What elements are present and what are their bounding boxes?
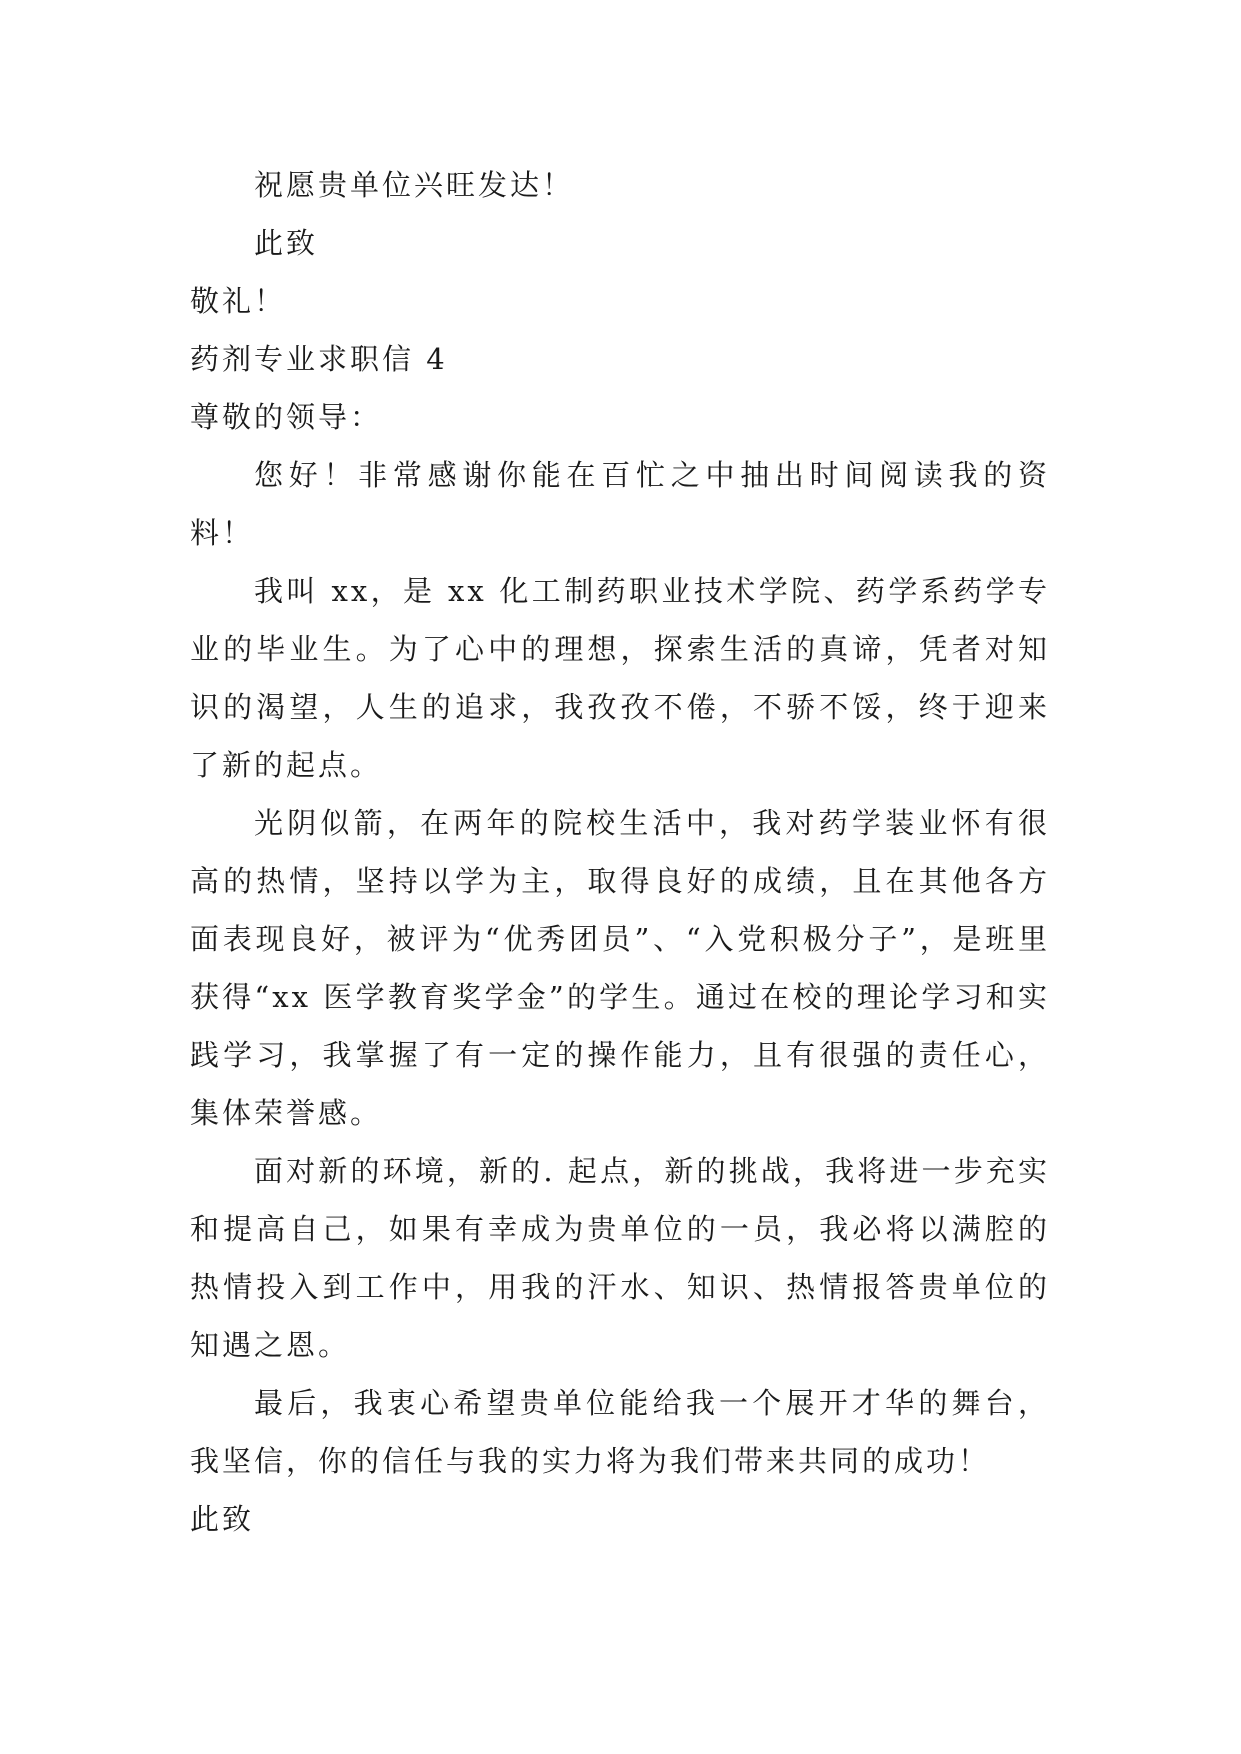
document-body bbox=[190, 156, 1050, 1548]
closing-wish: 祝愿贵单位兴旺发达！ bbox=[254, 168, 575, 202]
paragraph: 光阴似箭，在两年的院校生活中，我对药学装业怀有很高的热情，坚持以学为主，取得良好的成绩，且在其他各方面表现良好，被评为“优秀团员”、“入党积极分子”，是班里获得“xx 医学教育奖学金”的学生。通过在校的理论学习和实践学习，我掌握了有一定的操作能力，且有很强的责任心，集体荣誉感。 bbox=[190, 806, 1050, 1130]
paragraph: 我叫 xx，是 xx 化工制药职业技术学院、药学系药学专业的毕业生。为了心中的理想，探索生活的真谛，凭者对知识的渴望，人生的追求，我孜孜不倦，不骄不馁，终于迎来了新的起点。 bbox=[190, 574, 1050, 782]
paragraph: 面对新的环境，新的. 起点，新的挑战，我将进一步充实和提高自己，如果有幸成为贵单位的一员，我必将以满腔的热情投入到工作中，用我的汗水、知识、热情报答贵单位的知遇之恩。 bbox=[190, 1154, 1050, 1362]
greeting: 尊敬的领导： bbox=[190, 400, 383, 434]
paragraph: 您好！非常感谢你能在百忙之中抽出时间阅读我的资料！ bbox=[190, 458, 1050, 550]
paragraph: 最后，我衷心希望贵单位能给我一个展开才华的舞台，我坚信，你的信任与我的实力将为我们带来共同的成功！ bbox=[190, 1386, 1050, 1478]
closing-phrase: 此致 bbox=[254, 226, 319, 260]
closing-phrase-final: 此致 bbox=[190, 1502, 255, 1536]
salute: 敬礼！ bbox=[190, 284, 287, 318]
letter-title: 药剂专业求职信 4 bbox=[190, 342, 448, 376]
